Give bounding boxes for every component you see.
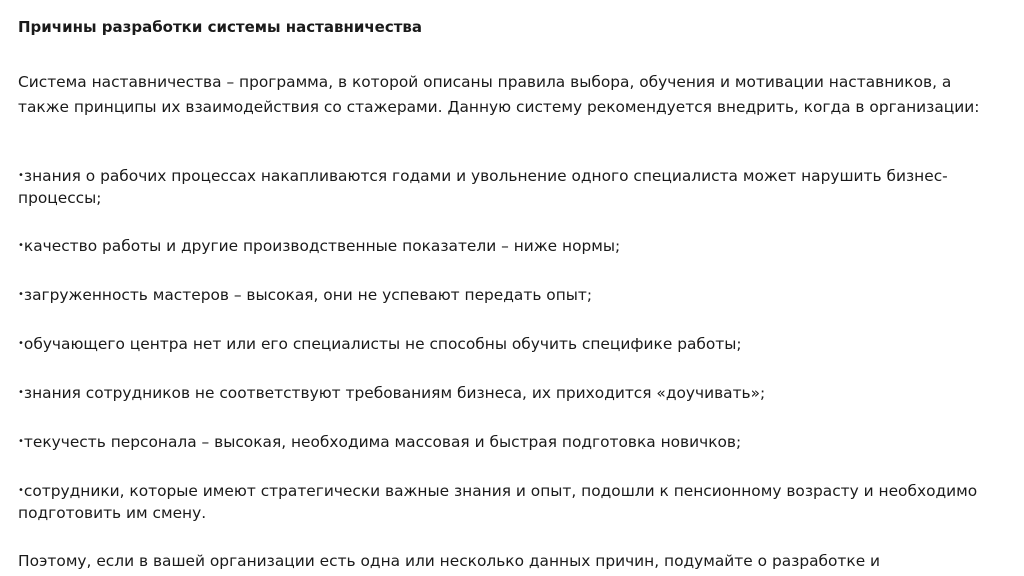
bullet-text: обучающего центра нет или его специалисты не способны обучить специфике работы; bbox=[23, 335, 742, 353]
bullet-item bbox=[18, 431, 1003, 453]
bullet-text: качество работы и другие производственные показатели – ниже нормы; bbox=[23, 237, 621, 255]
bullet-item bbox=[18, 480, 1003, 524]
bullet-marker: • bbox=[18, 240, 24, 251]
bullet-item bbox=[18, 165, 1003, 209]
bullet-text: текучесть персонала – высокая, необходима массовая и быстрая подготовка новичков; bbox=[23, 433, 742, 451]
bullet-marker: • bbox=[18, 289, 24, 300]
bullet-marker: • bbox=[18, 338, 24, 349]
bullet-text: знания сотрудников не соответствуют требованиям бизнеса, их приходится «доучивать»; bbox=[23, 384, 766, 402]
bullet-marker: • bbox=[18, 485, 24, 496]
bullet-item bbox=[18, 284, 1003, 306]
intro-paragraph: Система наставничества – программа, в которой описаны правила выбора, обучения и мотивации наставников, а также принципы их взаимодействия со стажерами. Данную систему рекомендуется внедрить, когда в организации: bbox=[18, 73, 980, 116]
bullet-text: загруженность мастеров – высокая, они не успевают передать опыт; bbox=[23, 286, 593, 304]
bullet-marker: • bbox=[18, 170, 24, 181]
bullet-text: сотрудники, которые имеют стратегически важные знания и опыт, подошли к пенсионному возрасту и необходимо подготовить им смену. bbox=[18, 482, 978, 522]
bullet-marker: • bbox=[18, 436, 24, 447]
bullet-item bbox=[18, 333, 1003, 355]
bullet-item bbox=[18, 382, 1003, 404]
bullet-marker: • bbox=[18, 387, 24, 398]
bullet-text: знания о рабочих процессах накапливаются годами и увольнение одного специалиста может нарушить бизнес-процессы; bbox=[18, 167, 948, 207]
bullet-item bbox=[18, 235, 1003, 257]
closing-paragraph: Поэтому, если в вашей организации есть одна или несколько данных причин, подумайте о разработке и bbox=[18, 552, 881, 570]
page-title: Причины разработки системы наставничества bbox=[18, 18, 423, 36]
